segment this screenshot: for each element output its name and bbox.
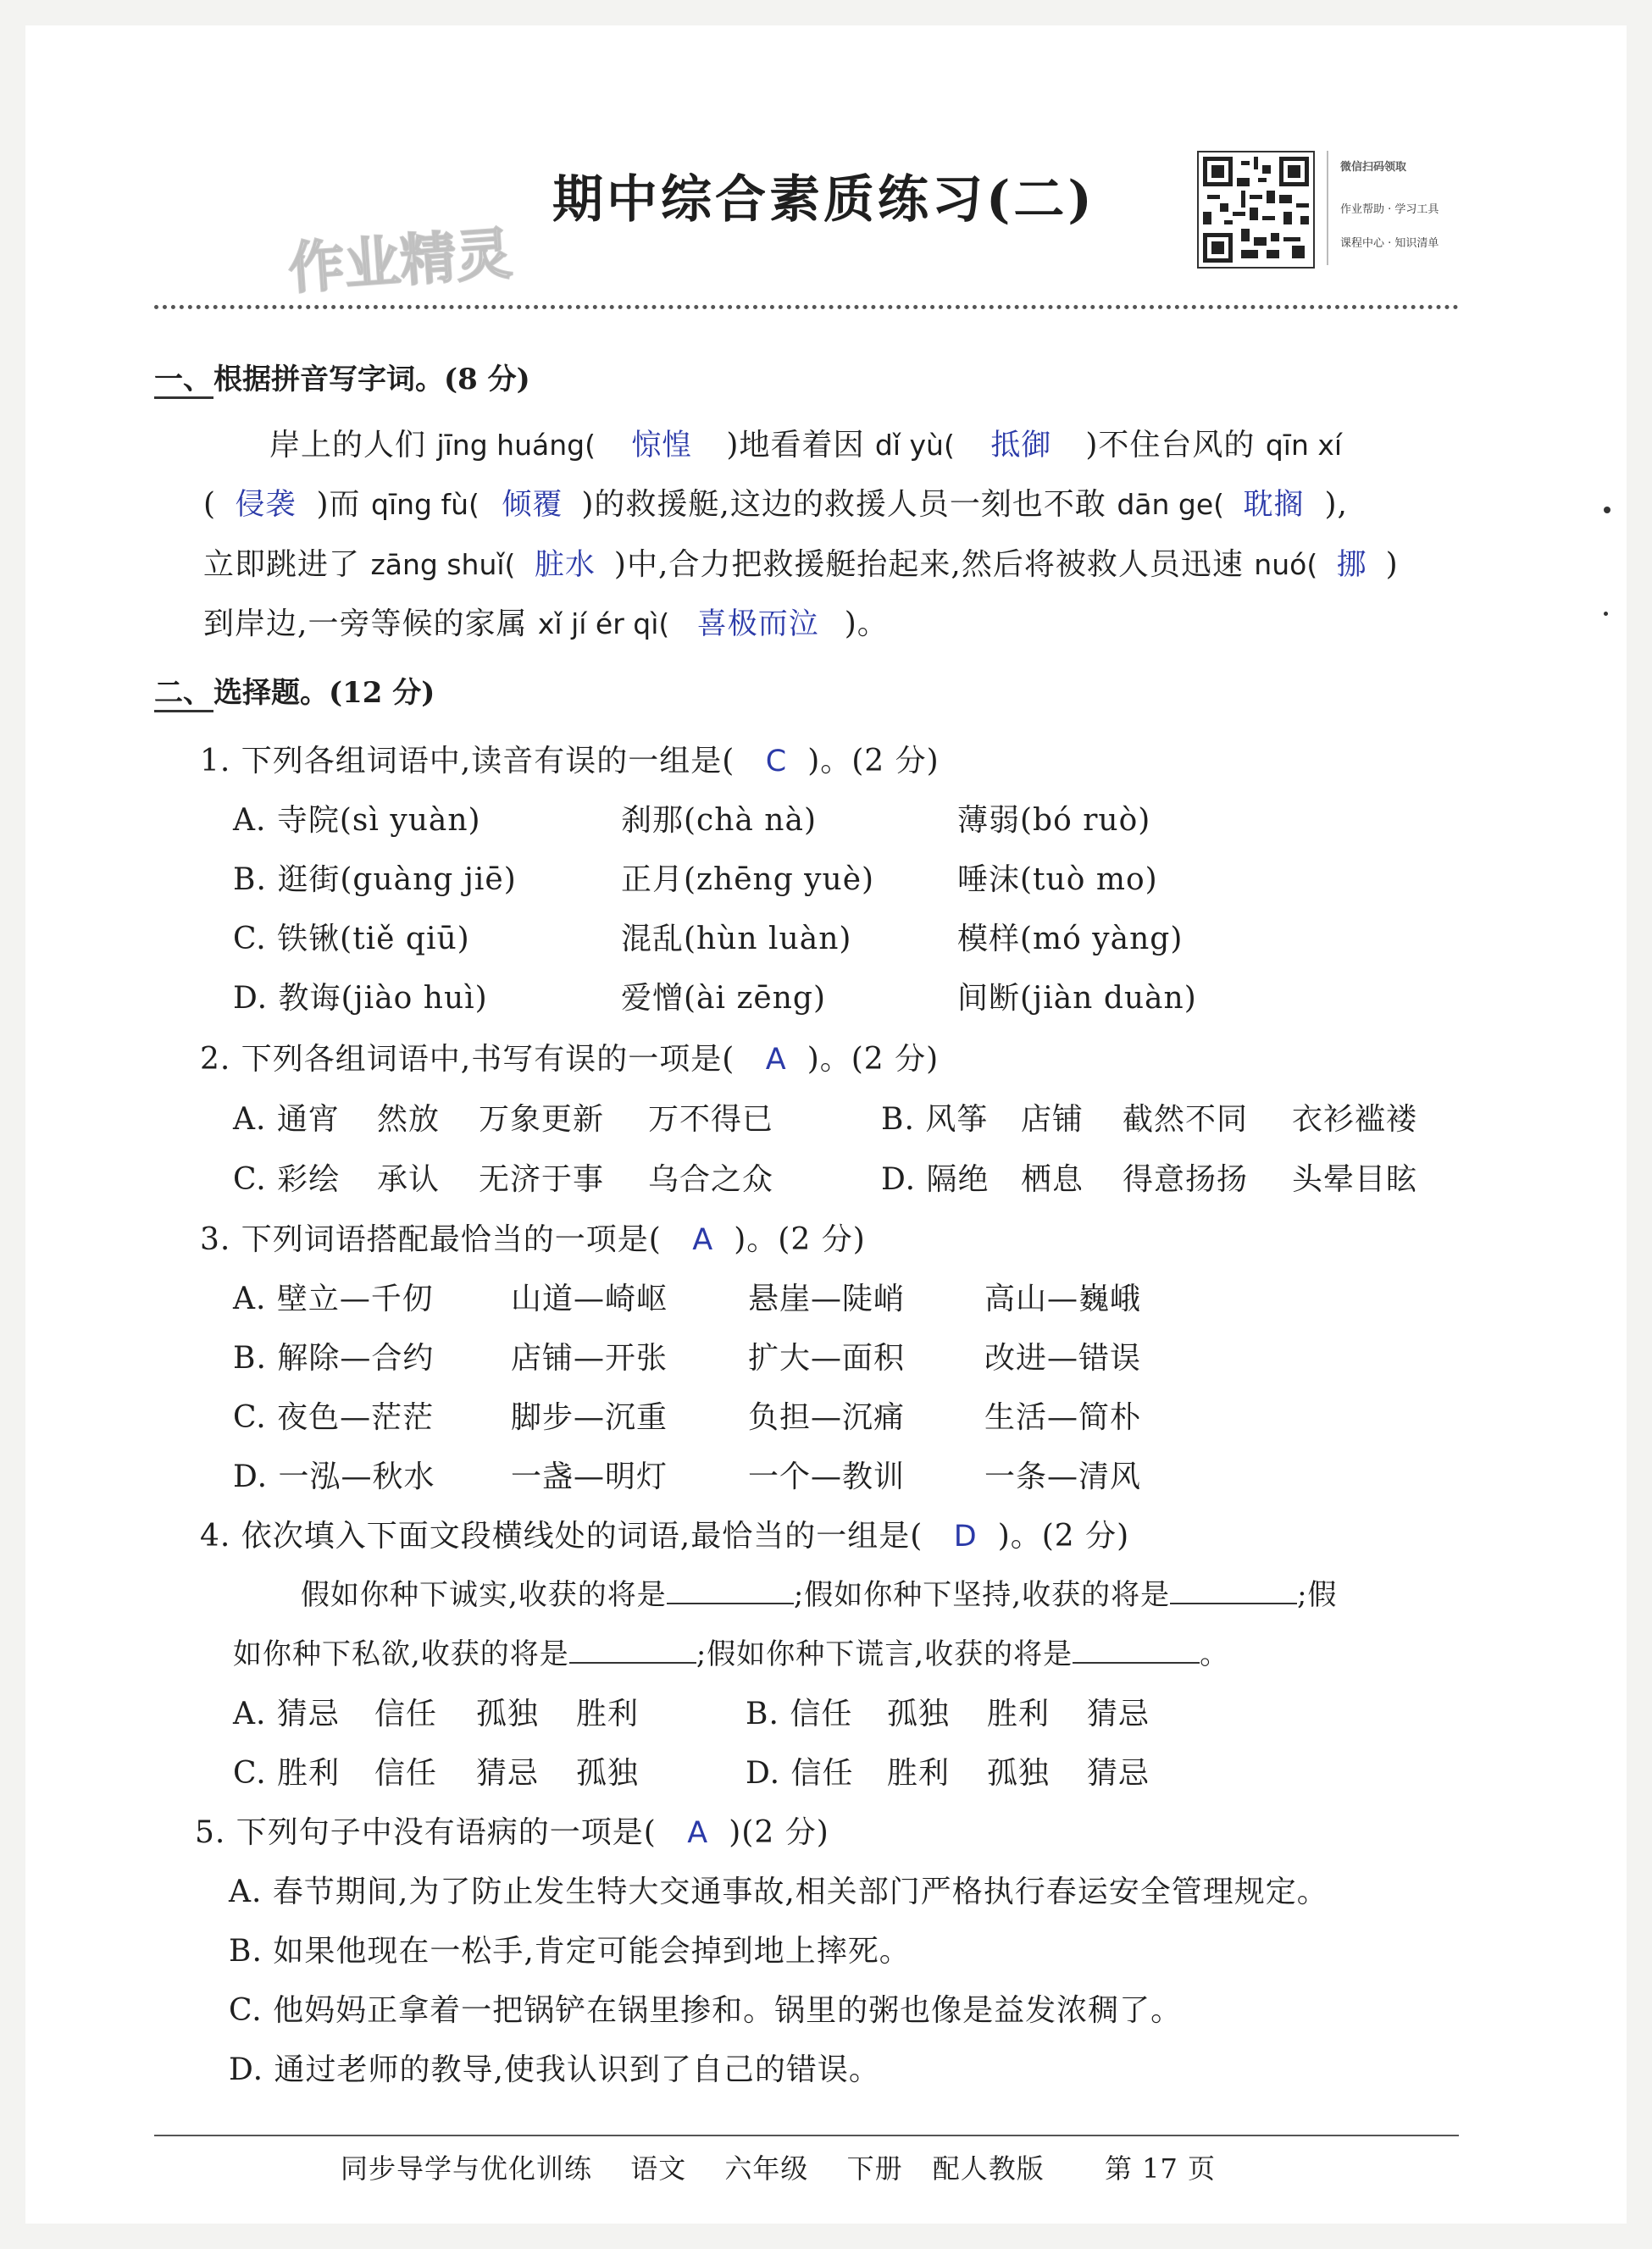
- text: )中,合力把救援艇抬起来,然后将被救人员迅速: [613, 547, 1244, 582]
- q4-row-2-w3: 猜忌: [476, 1756, 540, 1791]
- q1-option-d-2: 爱憎(ài zēng): [621, 981, 827, 1016]
- qr-caption-line2: 作业帮助 · 学习工具: [1340, 203, 1439, 216]
- passage-text: 如你种下私欲,收获的将是: [233, 1637, 569, 1671]
- page-number: 第 17 页: [1104, 2152, 1217, 2185]
- fill-blank[interactable]: [569, 1637, 696, 1664]
- question-score: )。(2 分): [997, 1519, 1130, 1554]
- question-score: )。(2 分): [807, 744, 940, 778]
- text: ): [1385, 547, 1399, 582]
- q4-row-1-w1: A. 猜忌: [233, 1697, 340, 1731]
- section-1-line-2: [203, 480, 1348, 523]
- q4-row-1-w4: 胜利: [576, 1697, 640, 1731]
- footer-grade: 六年级: [724, 2152, 809, 2185]
- q4-passage-line-2: [233, 1631, 1229, 1672]
- q2-row-2-w1: C. 彩绘: [233, 1162, 341, 1197]
- question-text: 5. 下列句子中没有语病的一项是(: [195, 1815, 657, 1850]
- q2-row-2-w7: 得意扬扬: [1123, 1162, 1249, 1197]
- q3-c-4: 生活—简朴: [984, 1400, 1142, 1435]
- q2-row-1-w4: 万不得已: [648, 1102, 774, 1137]
- text: )地看着因: [726, 428, 865, 463]
- question-text: 3. 下列词语搭配最恰当的一项是(: [200, 1222, 662, 1257]
- fill-blank[interactable]: [1170, 1577, 1297, 1604]
- q3-c-1: C. 夜色—茫茫: [233, 1400, 435, 1435]
- q4-row-1-w5: B. 信任: [746, 1697, 853, 1731]
- q1-option-d-3: 间断(jiàn duàn): [957, 981, 1197, 1016]
- question-score: )。(2 分): [807, 1042, 940, 1077]
- q1-option-c-2: 混乱(hùn luàn): [621, 922, 852, 956]
- q4-row-2-w4: 孤独: [576, 1756, 640, 1791]
- header-divider: [154, 305, 1459, 309]
- q4-row-2-w8: 猜忌: [1087, 1756, 1150, 1791]
- answer-word: 侵袭: [235, 488, 297, 522]
- answer-word: 挪: [1336, 548, 1367, 582]
- watermark: 作业精灵: [286, 220, 514, 302]
- q1-option-a-2: 刹那(chà nà): [621, 803, 817, 838]
- q1-option-c-1: C. 铁锹(tiě qiū): [233, 922, 470, 956]
- pinyin: qīng fù(: [371, 488, 480, 521]
- qr-code-panel[interactable]: [1197, 151, 1464, 269]
- text: )不住台风的: [1085, 428, 1256, 463]
- question-2-stem: [200, 1035, 939, 1078]
- footer-book-title: 同步导学与优化训练: [341, 2152, 593, 2185]
- q2-row-2-w8: 头晕目眩: [1292, 1162, 1418, 1197]
- section-2-number: 二、: [154, 676, 213, 712]
- q3-a-3: 悬崖—陡峭: [748, 1282, 906, 1316]
- text: ),: [1324, 487, 1348, 522]
- passage-text: ;假如你种下坚持,收获的将是: [793, 1578, 1171, 1612]
- q2-row-2-w6: 栖息: [1021, 1162, 1084, 1197]
- section-1-line-3: [203, 540, 1399, 584]
- q1-option-b-3: 唾沫(tuò mo): [957, 862, 1158, 897]
- answer-word: 惊惶: [631, 429, 693, 463]
- q5-option-d: D. 通过老师的教导,使我认识到了自己的错误。: [229, 2052, 880, 2087]
- answer-word: 脏水: [534, 548, 596, 582]
- q4-row-2-w7: 孤独: [987, 1756, 1051, 1791]
- answer-word: 喜极而泣: [696, 607, 819, 641]
- q2-row-2-w3: 无济于事: [479, 1162, 605, 1197]
- q4-row-2-w2: 信任: [374, 1756, 438, 1791]
- margin-mark: [1604, 507, 1610, 513]
- q5-option-c: C. 他妈妈正拿着一把锅铲在锅里掺和。锅里的粥也像是益发浓稠了。: [229, 1993, 1183, 2028]
- q5-option-b: B. 如果他现在一松手,肯定可能会掉到地上摔死。: [229, 1934, 911, 1969]
- passage-text: ;假如你种下谎言,收获的将是: [696, 1637, 1073, 1671]
- q4-row-1-w8: 猜忌: [1087, 1697, 1150, 1731]
- q4-passage-line-1: [301, 1571, 1338, 1613]
- answer-choice: A: [765, 1043, 787, 1077]
- question-score: )。(2 分): [734, 1222, 866, 1257]
- passage-text: 。: [1200, 1637, 1230, 1671]
- question-3-stem: [200, 1216, 866, 1259]
- section-1-title: 根据拼音写字词。(8 分): [213, 363, 530, 396]
- q1-option-b-2: 正月(zhēng yuè): [621, 862, 875, 897]
- pinyin: dān ge(: [1117, 488, 1225, 521]
- q4-row-1-w2: 信任: [374, 1697, 438, 1731]
- qr-caption: [1327, 151, 1464, 265]
- q1-option-c-3: 模样(mó yàng): [957, 922, 1184, 956]
- q1-option-d-1: D. 教诲(jiào huì): [233, 981, 488, 1016]
- q2-row-2-w5: D. 隔绝: [881, 1162, 990, 1197]
- text: 立即跳进了: [203, 547, 361, 582]
- answer-word: 耽搁: [1243, 488, 1305, 522]
- pinyin: jīng huáng(: [436, 429, 596, 462]
- pinyin: qīn xí: [1265, 429, 1343, 462]
- text: )而: [316, 487, 361, 522]
- q3-c-2: 脚步—沉重: [511, 1400, 668, 1435]
- answer-choice: C: [765, 745, 788, 778]
- question-text: 1. 下列各组词语中,读音有误的一组是(: [200, 744, 735, 778]
- question-5-stem: [195, 1809, 829, 1852]
- margin-mark: [1604, 612, 1608, 616]
- question-4-stem: [200, 1512, 1129, 1555]
- q3-b-2: 店铺—开张: [511, 1341, 668, 1376]
- answer-choice: A: [687, 1816, 709, 1850]
- answer-choice: D: [953, 1520, 978, 1554]
- q3-d-3: 一个—教训: [748, 1460, 906, 1494]
- q3-b-1: B. 解除—合约: [233, 1341, 435, 1376]
- footer-volume: 下册: [846, 2152, 903, 2185]
- answer-choice: A: [692, 1223, 714, 1257]
- q2-row-1-w8: 衣衫褴褛: [1292, 1102, 1418, 1137]
- pinyin: nuó(: [1254, 548, 1318, 581]
- passage-text: ;假: [1297, 1578, 1338, 1612]
- page-title: 期中综合素质练习(二): [552, 170, 1095, 230]
- q2-row-1-w7: 截然不同: [1123, 1102, 1249, 1137]
- question-text: 4. 依次填入下面文段横线处的词语,最恰当的一组是(: [200, 1519, 923, 1554]
- q1-option-a-1: A. 寺院(sì yuàn): [233, 803, 481, 838]
- q1-option-a-3: 薄弱(bó ruò): [957, 803, 1151, 838]
- q1-option-b-1: B. 逛街(guàng jiē): [233, 862, 517, 897]
- qr-code-icon[interactable]: [1197, 151, 1315, 269]
- text: 岸上的人们: [269, 428, 427, 463]
- q3-a-1: A. 壁立—千仞: [233, 1282, 434, 1316]
- q4-row-1-w6: 孤独: [887, 1697, 951, 1731]
- question-score: )(2 分): [729, 1815, 829, 1850]
- q2-row-1-w2: 然放: [377, 1102, 441, 1137]
- pinyin: dǐ yù(: [874, 429, 955, 462]
- text: 到岸边,一旁等候的家属: [203, 607, 528, 641]
- q2-row-1-w5: B. 风筝: [881, 1102, 989, 1137]
- q3-d-2: 一盏—明灯: [511, 1460, 668, 1494]
- q3-a-4: 高山—巍峨: [984, 1282, 1142, 1316]
- answer-word: 倾覆: [502, 488, 563, 522]
- footer-divider: [154, 2135, 1459, 2136]
- q2-row-2-w2: 承认: [377, 1162, 441, 1197]
- q2-row-1-w3: 万象更新: [479, 1102, 605, 1137]
- passage-text: 假如你种下诚实,收获的将是: [301, 1578, 667, 1612]
- q4-row-2-w6: 胜利: [887, 1756, 951, 1791]
- q4-row-2-w5: D. 信任: [746, 1756, 854, 1791]
- section-1-line-4: [203, 600, 889, 643]
- fill-blank[interactable]: [667, 1577, 794, 1604]
- answer-word: 抵御: [990, 429, 1052, 463]
- q2-row-1-w1: A. 通宵: [233, 1102, 340, 1137]
- pinyin: xǐ jí ér qì(: [537, 607, 670, 640]
- qr-caption-line3: 课程中心 · 知识清单: [1340, 237, 1439, 250]
- q3-d-1: D. 一泓—秋水: [233, 1460, 435, 1494]
- q2-row-2-w4: 乌合之众: [648, 1162, 774, 1197]
- section-2-title: 选择题。(12 分): [213, 676, 435, 710]
- q2-row-1-w6: 店铺: [1021, 1102, 1084, 1137]
- q3-d-4: 一条—清风: [984, 1460, 1142, 1494]
- qr-caption-line1: 微信扫码领取: [1340, 161, 1407, 174]
- text: )的救援艇,这边的救援人员一刻也不敢: [581, 487, 1106, 522]
- footer-subject: 语文: [630, 2152, 687, 2185]
- question-text: 2. 下列各组词语中,书写有误的一项是(: [200, 1042, 735, 1077]
- question-1-stem: [200, 737, 940, 780]
- section-1-number: 一、: [154, 363, 213, 399]
- section-1-heading: [154, 356, 530, 397]
- q4-row-1-w7: 胜利: [987, 1697, 1051, 1731]
- pinyin: zāng shuǐ(: [370, 548, 516, 581]
- text: )。: [844, 607, 889, 641]
- section-1-line-1: [269, 421, 1342, 464]
- footer-edition: 配人教版: [932, 2152, 1045, 2185]
- q3-c-3: 负担—沉痛: [748, 1400, 906, 1435]
- q3-b-4: 改进—错误: [984, 1341, 1142, 1376]
- page-footer: [341, 2147, 1216, 2186]
- section-2-heading: [154, 669, 435, 711]
- fill-blank[interactable]: [1073, 1637, 1200, 1664]
- q4-row-2-w1: C. 胜利: [233, 1756, 341, 1791]
- q3-a-2: 山道—崎岖: [511, 1282, 668, 1316]
- q5-option-a: A. 春节期间,为了防止发生特大交通事故,相关部门严格执行春运安全管理规定。: [229, 1875, 1328, 1909]
- text: (: [203, 487, 217, 522]
- q3-b-3: 扩大—面积: [748, 1341, 906, 1376]
- q4-row-1-w3: 孤独: [476, 1697, 540, 1731]
